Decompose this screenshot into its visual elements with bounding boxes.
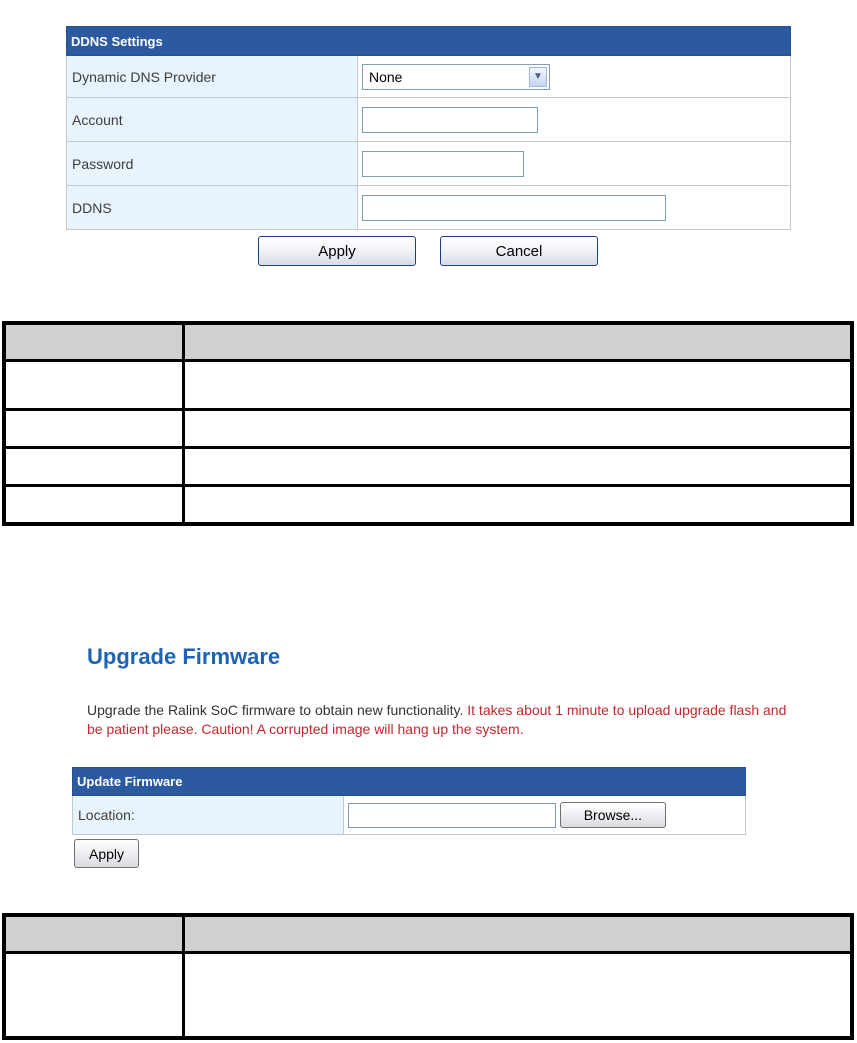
table-header-cell	[4, 323, 184, 361]
table-cell	[184, 486, 853, 524]
password-label: Password	[67, 142, 358, 186]
cancel-button[interactable]: Cancel	[440, 236, 598, 266]
table-row	[4, 448, 852, 486]
table-row	[4, 486, 852, 524]
apply-button[interactable]: Apply	[258, 236, 416, 266]
location-label: Location:	[73, 796, 344, 835]
table-header-cell	[184, 915, 853, 953]
ddns-provider-label: Dynamic DNS Provider	[67, 56, 358, 98]
ddns-description-table	[2, 321, 854, 526]
description-text: Upgrade the Ralink SoC firmware to obtain new functionality.	[87, 702, 464, 718]
location-file-input[interactable]	[348, 803, 556, 828]
page-title: Upgrade Firmware	[87, 644, 281, 669]
table-cell	[184, 953, 853, 1038]
table-header-row	[4, 915, 852, 953]
firmware-apply-button[interactable]: Apply	[74, 839, 139, 868]
chevron-down-icon[interactable]: ▼	[529, 67, 547, 87]
ddns-label: DDNS	[67, 186, 358, 230]
account-label: Account	[67, 98, 358, 142]
table-row	[4, 361, 852, 410]
ddns-provider-select[interactable]	[362, 64, 550, 90]
table-cell	[184, 361, 853, 410]
account-input[interactable]	[362, 107, 538, 133]
table-row	[4, 953, 852, 1038]
password-input[interactable]	[362, 151, 524, 177]
ddns-input[interactable]	[362, 195, 666, 221]
table-cell	[4, 953, 184, 1038]
table-cell	[4, 410, 184, 448]
table-cell	[4, 448, 184, 486]
table-cell	[184, 410, 853, 448]
table-cell	[184, 448, 853, 486]
firmware-description-table	[2, 913, 854, 1040]
table-cell	[4, 361, 184, 410]
table-row	[4, 410, 852, 448]
table-header-cell	[184, 323, 853, 361]
table-cell	[4, 486, 184, 524]
table-header-cell	[4, 915, 184, 953]
browse-button[interactable]: Browse...	[560, 802, 666, 828]
ddns-settings-header: DDNS Settings	[67, 27, 791, 56]
ddns-provider-selected-value: None	[369, 68, 403, 85]
table-header-row	[4, 323, 852, 361]
firmware-description	[87, 701, 787, 739]
ddns-settings-panel	[66, 26, 791, 230]
update-firmware-panel	[72, 767, 746, 835]
update-firmware-header: Update Firmware	[73, 768, 746, 796]
warning-text: It takes about 1 minute to upload upgrade flash and be patient please. Caution! A corrupted image will hang up the system.	[87, 702, 787, 737]
